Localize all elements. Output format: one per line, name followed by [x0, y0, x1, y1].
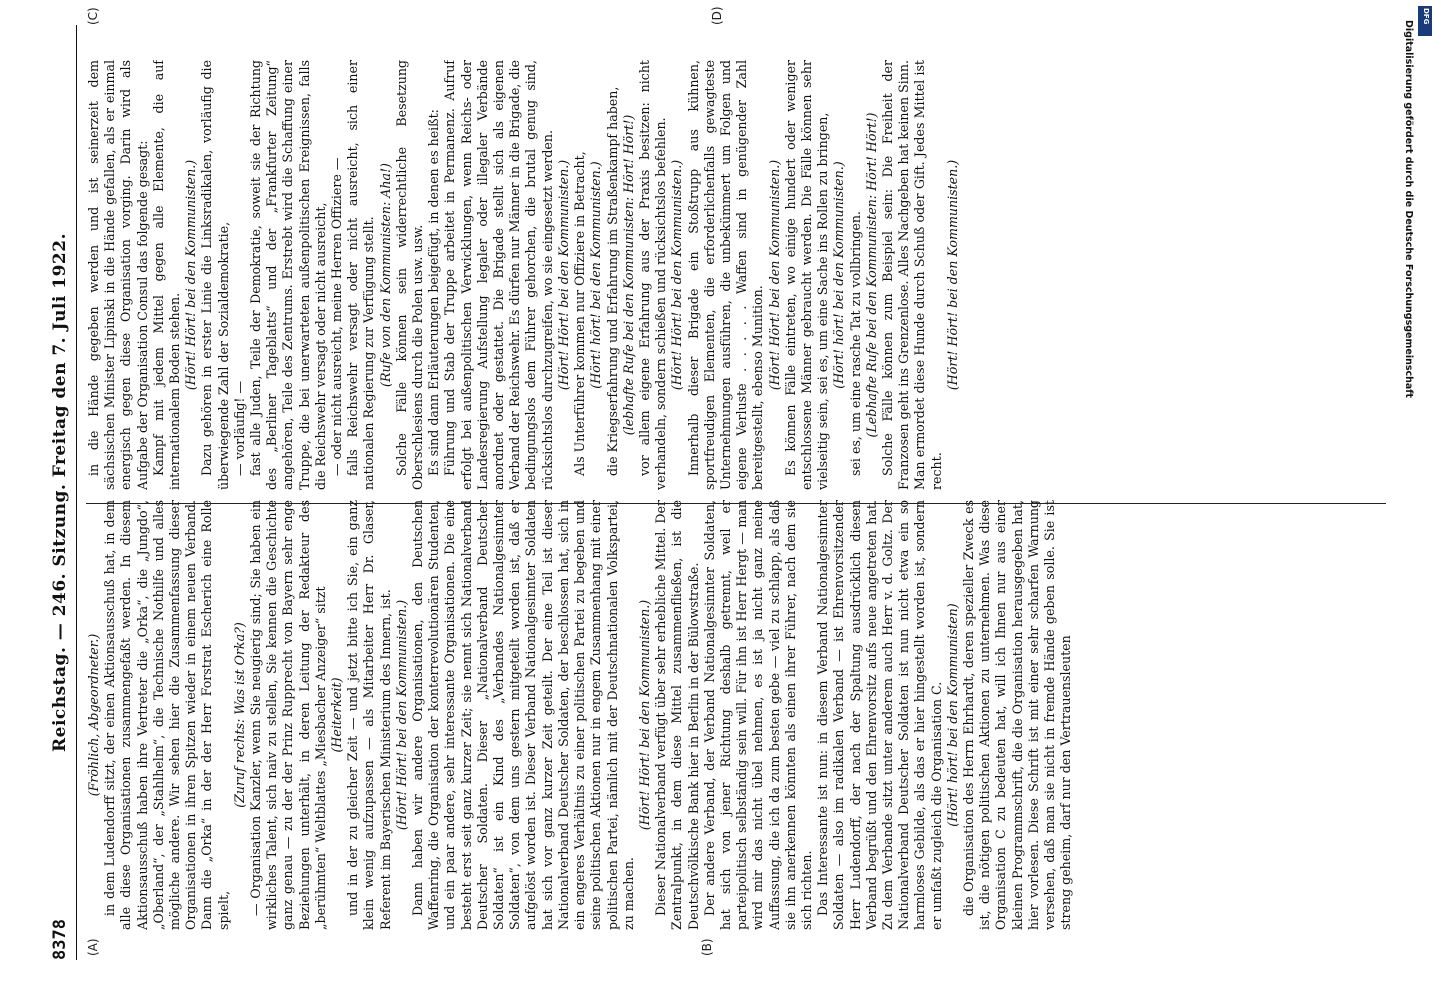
digitization-note: [1400, 20, 1414, 980]
interjection: (Hört! Hört! bei den Kommunisten.): [944, 159, 960, 391]
paragraph: Innerhalb dieser Brigade ein Stoßtrupp aus kühnen, sportfreudigen Elementen, die erforderlichenfalls gewagteste Unternehmungen ausführen, die unbekümmert um Folgen und eigene Verluste . . . . . Waffen sind in genügender Zahl bereitgestellt, ebenso Munition.: [685, 60, 766, 490]
right-text-column: [86, 60, 1386, 490]
interjection: (Hört! Hört! bei den Kommunisten.): [555, 159, 571, 391]
paragraph: Kampf mit jedem Mittel gegen alle Elemente, die auf internationalem Boden stehen.: [150, 60, 183, 490]
paragraph: fast alle Juden, Teile der Demokratie, soweit sie der Richtung des „Berliner Tageblatts“ und der „Frankfurter Zeitung“ angehören, Teile des Zentrums. Erstrebt wird die Schaffung einer Truppe, die bei unerwarteten außenpolitischen Ereignissen, falls die Reichswehr versagt oder nicht ausreicht,: [248, 60, 328, 490]
paragraph: und in der zu gleicher Zeit — und jetzt bitte ich Sie, ein ganz klein wenig aufzupassen — als Mitarbeiter Herr Dr. Glaser, Referent im Bayerischen Ministerium des Innern, ist.: [345, 500, 393, 930]
margin-mark-d: (D): [710, 6, 724, 25]
paragraph: in die Hände gegeben werden und ist seinerzeit dem sächsischen Minister Lipinski in die Hände gefallen, als er einmal energisch gegen diese Organisation vorging. Darin wird als Aufgabe der Organisation Consul das folgende gesagt:: [86, 60, 150, 490]
margin-mark-b: (B): [700, 938, 714, 956]
interjection: (Hört! Hört! bei den Kommunisten.): [183, 159, 199, 391]
paragraph: Das Interessante ist nun: in diesem Verband Nationalgesinnter Soldaten — also im radikalen Verband — ist Ehrenvorsitzender Herr Ludendorff, der nach der Spaltung ausdrücklich diesen Verband begrüßt und den Ehrenvorsitz aufs neue angetreten hat. Zu dem Verbande sitzt unter anderem auch Herr v. d. Goltz. Der Nationalverband Deutscher Soldaten ist nun nicht etwa ein so harmloses Gebilde, als das er hier hingestellt worden ist, sondern er umfaßt zugleich die Organisation C.: [815, 500, 944, 930]
paragraph: falls Reichswehr versagt oder nicht ausreicht, sich einer nationalen Regierung zur Verfügung stellt.: [345, 60, 377, 490]
paragraph: — oder nicht ausreicht, meine Herren Offiziere —: [329, 157, 345, 476]
margin-mark-c: (C): [86, 7, 100, 25]
paragraph: Es können Fälle eintreten, wo einige hundert oder weniger entschlossene Männer gebraucht werden. Die Fälle können sehr vielseitig sein, sei es, um eine Sache ins Rollen zu bringen,: [782, 60, 831, 490]
interjection: (Hört! hört! bei den Kommunisten.): [831, 161, 847, 389]
paragraph: Solche Fälle können zum Beispiel sein: Die Freiheit der Franzosen geht ins Grenzenlose. Alles Nachgeben hat keinen Sinn. Man ermordet diese Hunde durch Schuß oder Gift. Jedes Mittel ist recht.: [879, 60, 944, 490]
interjection: (Zuruf rechts: Was ist Orka?): [231, 622, 247, 808]
paragraph: Solche Fälle können sein widerrechtliche Besetzung Oberschlesiens durch die Polen usw. usw.: [393, 60, 426, 490]
paragraph: — Organisation Kanzler, wenn Sie neugierig sind; Sie haben ein wirkliches Talent, sich naiv zu stellen, Sie kennen die Geschichte ganz genau — zu der der Prinz Rupprecht von Bayern sehr enge Beziehungen unterhält, in deren Leitung der Redakteur des „berühmten“ Weltblattes „Miesbacher Anzeiger“ sitzt: [248, 500, 328, 930]
paragraph: Als Unterführer kommen nur Offiziere in Betracht,: [572, 151, 588, 476]
interjection: (Rufe von den Kommunisten: Aha!): [377, 163, 393, 387]
paragraph: die Organisation des Herrn Ehrhardt, deren spezieller Zweck es ist, die nötigen politischen Aktionen zu unternehmen. Was diese Organisation C zu bedeuten hat, will ich Ihnen nur aus einer kleinen Programmschrift, die die Organisation herausgegeben hat, hier vorlesen. Diese Schrift ist mit einer sehr scharfen Warnung versehen, daß man sie nicht in fremde Hände geben solle. Sie ist streng geheim, darf nur den Vertrauensleuten: [960, 500, 1074, 930]
paragraph: sei es, um eine rasche Tat zu vollbringen.: [847, 211, 863, 476]
dfg-logo: [1418, 6, 1432, 36]
paragraph: Dazu gehören in erster Linie die Linksradikalen, vorläufig die überwiegende Zahl der Sozialdemokratie,: [199, 60, 231, 490]
interjection: (Fröhlich, Abgeordneter.): [86, 633, 101, 797]
page-number: 8378: [50, 919, 70, 960]
left-text-column: [86, 500, 1386, 930]
interjection: (Hört! Hört! bei den Kommunisten.): [393, 599, 409, 831]
paragraph: vor allem eigene Erfahrung aus der Praxis besitzen: nicht verhandeln, sondern schießen und rücksichtslos befehlen.: [636, 60, 669, 490]
paragraph: die Kriegserfahrung und Erfahrung im Straßenkampf haben,: [604, 86, 620, 476]
paragraph: Dieser Nationalverband verfügt über sehr erhebliche Mittel. Der Zentralpunkt, in dem diese Mittel zusammenfließen, ist die Deutschvölkische Bank hier in Berlin in der Bülowstraße.: [653, 500, 701, 930]
paragraph: Der andere Verband, der Verband Nationalgesinnter Soldaten, hat sich von jener Richtung deshalb getrennt, weil er parteipolitisch selbständig sein will. Für ihn ist Herr Hergt — man wird mir das nicht übel nehmen, es ist ja nicht ganz meine Auffassung, die ich da zum besten gebe — viel zu schlapp, als daß sie ihn anerkennen könnten als einen ihrer Führer, nach dem sie sich richten.: [701, 500, 814, 930]
paragraph: in dem Ludendorff sitzt, der einen Aktionsausschuß hat, in dem alle diese Organisationen zusammengefaßt werden. In diesem Aktionsausschuß haben ihre Vertreter die „Orka“, die „Jungdo“, „Oberland“, der „Stahlhelm“, die Technische Nothilfe und alles mögliche andere. Wir sehen hier die Zusammenfassung dieser Organisationen in ihren Spitzen wieder in einem neuen Verband. Dann die „Orka“ in der der Herr Forstrat Escherich eine Rolle spielt,: [102, 500, 231, 930]
column-divider: [86, 503, 1386, 504]
paragraph: — vorläufig! —: [231, 380, 247, 476]
interjection: (Hört! Hört! bei den Kommunisten.): [669, 159, 685, 391]
interjection: (Heiterkeit): [329, 677, 345, 753]
interjection: (Hört! Hört! bei den Kommunisten.): [636, 599, 652, 831]
interjection: (Hört! Hört! bei den Kommunisten.): [766, 159, 782, 391]
paragraph: Dann haben wir andere Organisationen, den Deutschen Waffenring, die Organisation der konterrevolutionären Studenten, und ein paar andere, sehr interessante Organisationen. Die eine besteht erst seit ganz kurzer Zeit; sie nennt sich Nationalverband Deutscher Soldaten. Dieser „Nationalverband Deutscher Soldaten“ ist ein Kind des „Verbandes Nationalgesinnter Soldaten“, von dem uns gestern mitgeteilt worden ist, daß er aufgelöst worden ist. Dieser Verband Nationalgesinnter Soldaten hat sich vor ganz kurzer Zeit geteilt. Der eine Teil ist dieser Nationalverband Deutscher Soldaten, der beschlossen hat, sich in ein engeres Verhältnis zu einer politischen Partei zu begeben und seine politischen Aktionen nur in engem Zusammenhang mit einer politischen Partei, nämlich mit der Deutschnationalen Volkspartei, zu machen.: [410, 500, 636, 930]
interjection: (lebhafte Rufe bei den Kommunisten: Hört! Hört!): [620, 114, 636, 436]
paragraph: Es sind dann Erläuterungen beigefügt, in denen es heißt:: [426, 109, 442, 476]
paragraph: Führung und Stab der Truppe arbeitet in Permanenz. Aufruf erfolgt bei außenpolitischen Verwicklungen, wenn Reichs- oder Landesregierung Aufstellung legaler oder illegaler Verbände anordnet oder gestattet. Die Brigade stellt sich als eigenen Verband der Reichswehr. Es dürfen nur Männer in die Brigade, die bedingungslos dem Führer gehorchen, die brutal genug sind, rücksichtslos durchzugreifen, wo sie eingesetzt werden.: [442, 60, 555, 490]
interjection: (Lebhafte Rufe bei den Kommunisten: Hört! Hört!): [863, 112, 879, 438]
dfg-logo-text: DFG: [1422, 8, 1430, 25]
margin-mark-a: (A): [86, 938, 100, 956]
page-title: Reichstag. — 246. Sitzung. Freitag den 7. Juli 1922.: [50, 233, 70, 752]
interjection: (Hört! hört! bei den Kommunisten): [944, 603, 960, 827]
digitization-note-text: Digitalisierung gefördert durch die Deutsche Forschungsgemeinschaft: [1403, 20, 1414, 398]
interjection: (Hört! hört! bei den Kommunisten.): [588, 161, 604, 389]
page-header: [36, 25, 77, 960]
